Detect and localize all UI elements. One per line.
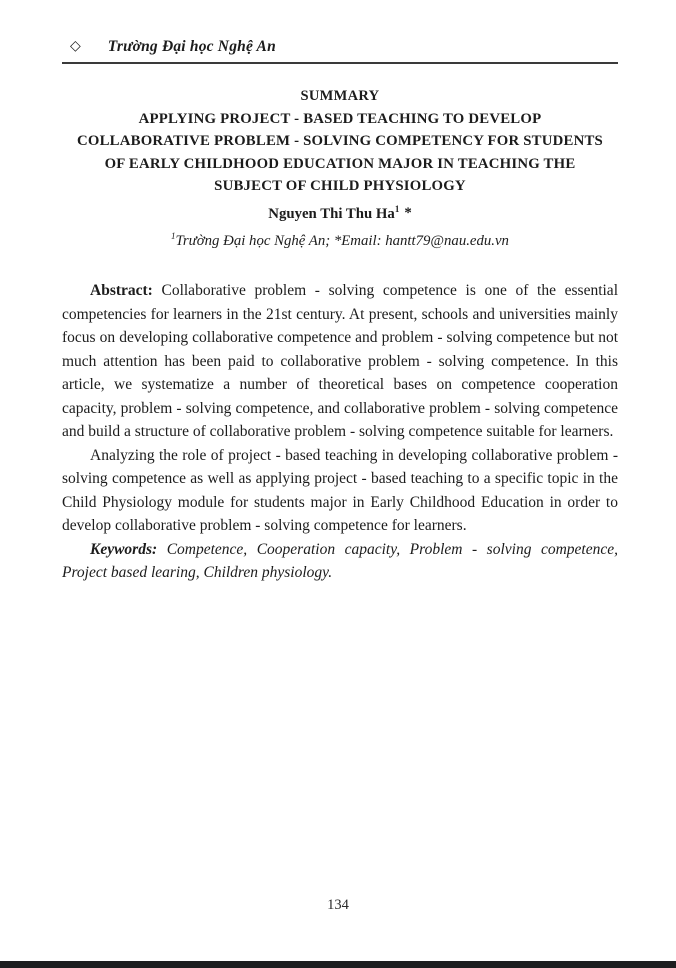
affiliation-superscript: 1 (171, 230, 176, 241)
article-body (62, 279, 618, 585)
summary-heading: SUMMARY (300, 88, 380, 104)
page-number: 134 (327, 897, 349, 913)
author-name: Nguyen Thi Thu Ha (268, 205, 395, 222)
affiliation-text: Trường Đại học Nghệ An; *Email: hantt79@nau.edu.vn (175, 232, 509, 249)
article-title-line-4: SUBJECT OF CHILD PHYSIOLOGY (214, 178, 466, 194)
abstract-paragraph (62, 279, 618, 444)
author-affiliation-superscript: 1 (394, 203, 400, 214)
corresponding-author-asterisk: * (404, 205, 412, 222)
scan-edge-bottom (0, 961, 676, 968)
article-title-line-1: APPLYING PROJECT - BASED TEACHING TO DEVELOP (138, 110, 542, 127)
article-title-line-2: COLLABORATIVE PROBLEM - SOLVING COMPETENCY FOR STUDENTS (77, 133, 603, 149)
title-block (62, 85, 618, 198)
keywords-text: Competence, Cooperation capacity, Problem - solving competence, Project based learing, Children physiology. (62, 540, 618, 582)
keywords-paragraph (62, 538, 618, 585)
affiliation-line (62, 225, 618, 252)
diamond-icon: ◇ (70, 39, 81, 54)
institution-name: Trường Đại học Nghệ An (107, 38, 276, 55)
page-content (62, 0, 618, 585)
abstract-text: Collaborative problem - solving competence is one of the essential competencies for learners in the 21st century. At present, schools and universities mainly focus on developing collaborative competence and problem - solving competence but not much attention has been paid to collaborative problem - solving competence. In this article, we systematize a number of theoretical bases on competence cooperation capacity, problem - solving competence, and collaborative problem - solving competence and build a structure of collaborative problem - solving competence suitable for learners. (62, 282, 618, 441)
analysis-text: Analyzing the role of project - based teaching in developing collaborative problem - solving competence as well as applying project - based teaching to a specific topic in the Child Physiology module for students major in Early Childhood Education in order to develop collaborative problem - solving competence for learners. (62, 446, 618, 535)
keywords-label: Keywords: (90, 540, 158, 558)
analysis-paragraph (62, 444, 618, 538)
running-head (62, 38, 618, 64)
article-title-line-3: OF EARLY CHILDHOOD EDUCATION MAJOR IN TEACHING THE (104, 155, 576, 172)
author-line (62, 198, 618, 225)
abstract-label: Abstract: (90, 282, 153, 300)
